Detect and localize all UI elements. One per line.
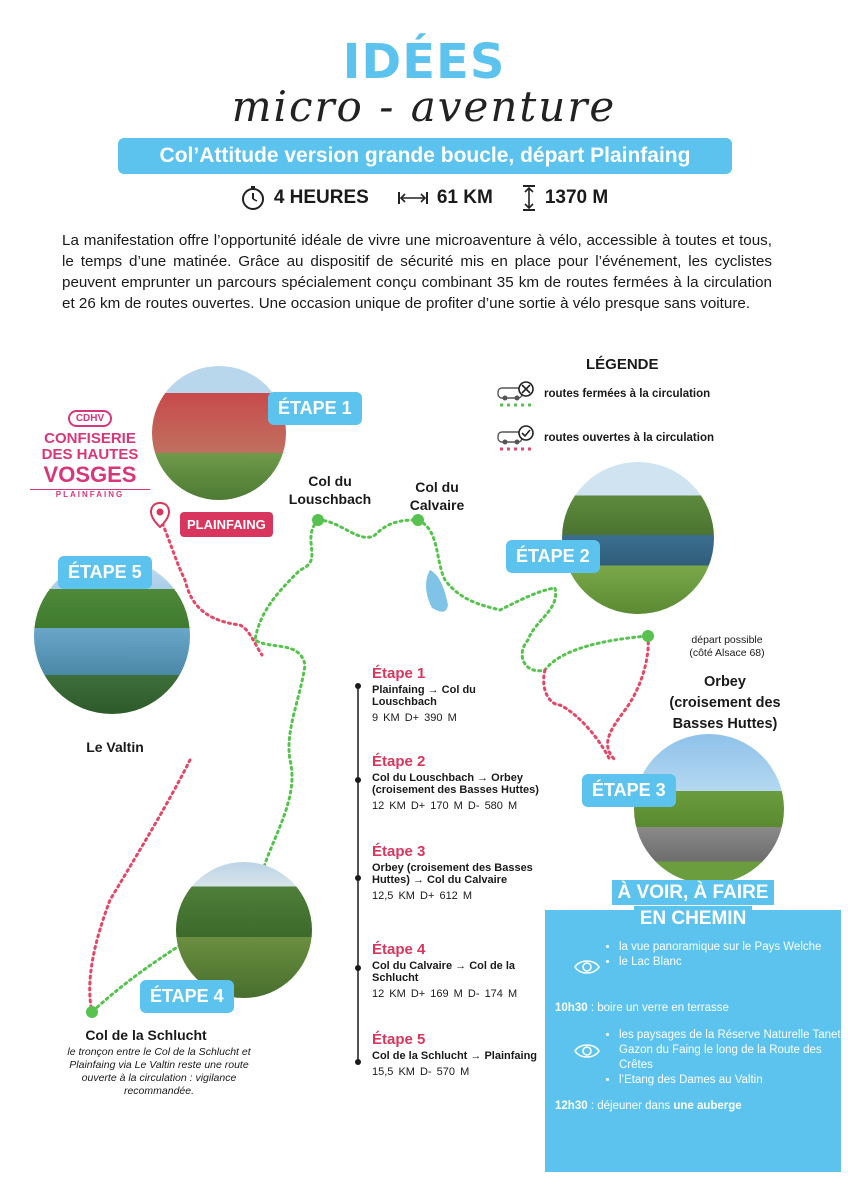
things-to-see-box xyxy=(545,882,841,1172)
closed-road-icon xyxy=(496,380,536,408)
legend-title: LÉGENDE xyxy=(586,356,659,373)
open-route-line-orbey xyxy=(544,636,649,760)
logo-line4: PLAINFAING xyxy=(30,489,150,499)
schlucht-note: le tronçon entre le Col de la Schlucht et Plainfaing via Le Valtin reste une route ouverte à la circulation : vigilance recommandée. xyxy=(67,1046,251,1097)
break-2: 12h30 : déjeuner dans une auberge xyxy=(555,1100,742,1112)
orbey-label: Orbey (croisement des Basses Huttes) xyxy=(669,674,781,732)
etape3-badge: ÉTAPE 3 xyxy=(582,774,676,807)
page-title: IDÉES xyxy=(342,34,506,90)
lake-shape xyxy=(426,570,448,612)
calvaire-waypoint xyxy=(412,514,424,526)
legend-open-row xyxy=(496,424,714,452)
plainfaing-badge: PLAINFAING xyxy=(180,512,273,537)
logo-line3: VOSGES xyxy=(43,462,137,487)
legend-open-label: routes ouvertes à la circulation xyxy=(544,432,715,444)
legend-closed-row xyxy=(496,380,710,408)
list-item: • la vue panoramique sur le Pays Welche xyxy=(619,940,839,955)
logo-line2: DES HAUTES xyxy=(41,446,139,463)
etape4-badge: ÉTAPE 4 xyxy=(140,980,234,1013)
list-item: • le Lac Blanc xyxy=(619,955,839,970)
valtin-label: Le Valtin xyxy=(86,739,144,755)
stage-2: Étape 2 Col du Louschbach → Orbey (croisement des Basses Huttes) 12 KM D+ 170 M D- 580 M xyxy=(372,753,539,812)
list-item: • l’Etang des Dames au Valtin xyxy=(619,1073,845,1088)
intro-paragraph: La manifestation offre l’opportunité idéale de vivre une microaventure à vélo, accessible à toutes et tous, le temps d’une matinée. Grâce au dispositif de sécurité mis en place pour l’événement, les cyclistes peuvent emprunter un parcours spécialement conçu combinant 35 km de routes fermées à la circulation et 26 km de routes ouvertes. Une occasion unique de profiter d’une sortie à vélo presque sans voiture. xyxy=(62,232,772,312)
route-subtitle: Col’Attitude version grande boucle, départ Plainfaing xyxy=(118,138,732,174)
see-list-1 xyxy=(605,940,839,970)
stage-5: Étape 5 Col de la Schlucht → Plainfaing 15,5 KM D- 570 M xyxy=(372,1031,538,1078)
calvaire-label: Col du Calvaire xyxy=(409,479,465,513)
legend-closed-label: routes fermées à la circulation xyxy=(544,388,711,400)
distance-value: 61 KM xyxy=(436,187,493,208)
stage-1: Étape 1 Plainfaing → Col du Louschbach 9 KM D+ 390 M xyxy=(372,665,476,724)
confiserie-building-photo xyxy=(152,366,286,500)
location-pin-icon xyxy=(150,502,170,528)
louschbach-label: Col du Louschbach xyxy=(288,473,372,507)
louschbach-waypoint xyxy=(312,514,324,526)
open-road-icon xyxy=(496,424,536,452)
elevation-value: 1370 M xyxy=(544,187,609,208)
etape5-badge: ÉTAPE 5 xyxy=(58,556,152,589)
depart-possible-note: départ possible (côté Alsace 68) xyxy=(689,634,765,659)
duration-value: 4 HEURES xyxy=(273,187,369,208)
see-list-2 xyxy=(605,1028,845,1088)
road-cyclists-photo xyxy=(634,734,784,884)
stage-4: Étape 4 Col du Calvaire → Col de la Schlucht 12 KM D+ 169 M D- 174 M xyxy=(372,941,518,1000)
logo-monogram: CDHV xyxy=(68,410,112,427)
things-to-see-title: À VOIR, À FAIRE EN CHEMIN xyxy=(545,880,841,932)
schlucht-label: Col de la Schlucht xyxy=(85,1027,207,1043)
etape1-badge: ÉTAPE 1 xyxy=(268,392,362,425)
logo-line1: CONFISERIE xyxy=(44,430,136,447)
stage-3: Étape 3 Orbey (croisement des Basses Huttes) → Col du Calvaire 12,5 KM D+ 612 M xyxy=(372,843,533,902)
break-1: 10h30 : boire un verre en terrasse xyxy=(555,1002,729,1014)
eye-icon xyxy=(573,956,601,978)
etape2-badge: ÉTAPE 2 xyxy=(506,540,600,573)
page-script-title: micro - aventure xyxy=(231,82,617,131)
confiserie-logo xyxy=(30,408,150,499)
lake-cyclists-photo xyxy=(562,462,714,614)
orbey-waypoint xyxy=(642,630,654,642)
eye-icon xyxy=(573,1040,601,1062)
list-item: • les paysages de la Réserve Naturelle Tanet Gazon du Faing le long de la Route des Crêtes xyxy=(619,1028,845,1073)
schlucht-waypoint xyxy=(86,1006,98,1018)
forest-road-photo xyxy=(176,862,312,998)
